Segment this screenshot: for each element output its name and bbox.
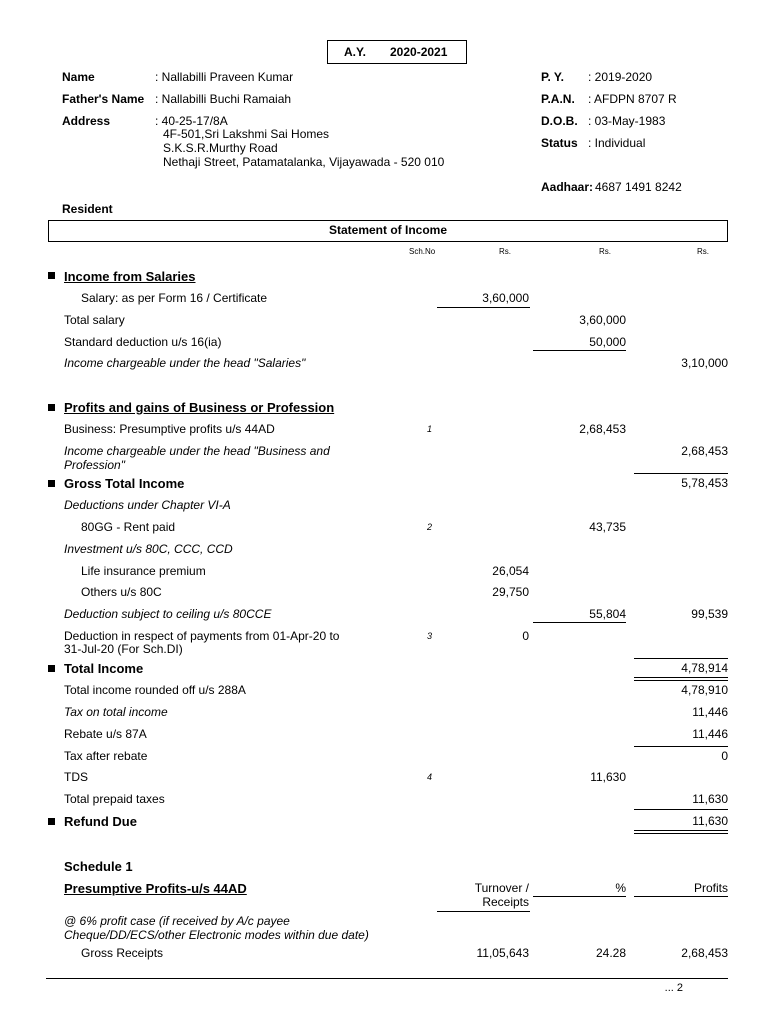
- footer-divider: [46, 978, 728, 979]
- divider: [437, 911, 530, 912]
- divider: [634, 746, 728, 747]
- tax-after-rebate-value: 0: [721, 749, 728, 763]
- total-income-value: 4,78,914: [681, 661, 728, 675]
- col-turnover-header-1: Turnover /: [474, 881, 529, 895]
- rent-80gg-value: 43,735: [589, 520, 626, 534]
- income-salaries-label: Income chargeable under the head "Salaries": [64, 356, 306, 370]
- rebate-87a-value: 11,446: [692, 727, 728, 741]
- rounded-off-label: Total income rounded off u/s 288A: [64, 683, 246, 697]
- salaries-heading: Income from Salaries: [64, 269, 196, 284]
- standard-deduction-label: Standard deduction u/s 16(ia): [64, 335, 222, 349]
- dob-label: D.O.B.: [541, 114, 578, 128]
- bullet-icon: [48, 272, 55, 279]
- tax-on-total-label: Tax on total income: [64, 705, 168, 719]
- bullet-icon: [48, 665, 55, 672]
- income-business-label-1: Income chargeable under the head "Business and: [64, 444, 330, 458]
- bullet-icon: [48, 404, 55, 411]
- divider: [533, 896, 626, 897]
- life-insurance-value: 26,054: [492, 564, 529, 578]
- income-business-label-2: Profession": [64, 458, 125, 472]
- resident-status: Resident: [62, 202, 113, 216]
- divider: [634, 896, 728, 897]
- business-presumptive-schno: 1: [427, 424, 433, 434]
- divider: [634, 680, 728, 681]
- divider: [634, 830, 728, 831]
- ay-label: A.Y.: [344, 45, 367, 59]
- total-salary-label: Total salary: [64, 313, 125, 327]
- name-value: : Nallabilli Praveen Kumar: [155, 70, 294, 84]
- divider: [634, 809, 728, 810]
- py-value: : 2019-2020: [588, 70, 653, 84]
- standard-deduction-value: 50,000: [589, 335, 626, 349]
- schedule1-note-1: @ 6% profit case (if received by A/c payee: [64, 914, 290, 928]
- income-salaries-value: 3,10,000: [681, 356, 728, 370]
- others-80c-value: 29,750: [492, 585, 529, 599]
- tds-schno: 4: [427, 772, 433, 782]
- pan-label: P.A.N.: [541, 92, 575, 106]
- refund-due-label: Refund Due: [64, 814, 137, 829]
- prepaid-taxes-label: Total prepaid taxes: [64, 792, 165, 806]
- gross-total-income-label: Gross Total Income: [64, 476, 185, 491]
- status-label: Status: [541, 136, 578, 150]
- refund-due-value: 11,630: [692, 814, 728, 828]
- pan-value: : AFDPN 8707 R: [588, 92, 677, 106]
- rent-80gg-label: 80GG - Rent paid: [81, 520, 176, 534]
- life-insurance-label: Life insurance premium: [81, 564, 206, 578]
- col-rs-header-3: Rs.: [697, 247, 709, 256]
- tds-label: TDS: [64, 770, 88, 784]
- total-salary-value: 3,60,000: [579, 313, 626, 327]
- aadhaar-label: Aadhaar:: [541, 180, 594, 194]
- others-80c-label: Others u/s 80C: [81, 585, 162, 599]
- divider: [437, 307, 530, 308]
- address-line-4: Nethaji Street, Patamatalanka, Vijayawada - 520 010: [163, 155, 445, 169]
- ceiling-80cce-value: 55,804: [589, 607, 626, 621]
- col-percent-header: %: [615, 881, 626, 895]
- divider: [533, 350, 626, 351]
- address-label: Address: [62, 114, 111, 128]
- name-label: Name: [62, 70, 95, 84]
- gross-receipts-profit: 2,68,453: [681, 946, 728, 960]
- divider: [634, 473, 728, 474]
- divider: [634, 833, 728, 834]
- deduction-payments-label-1: Deduction in respect of payments from 01-Apr-20 to: [64, 629, 340, 643]
- address-line-3: S.K.S.R.Murthy Road: [163, 141, 278, 155]
- gross-total-income-value: 5,78,453: [681, 476, 728, 490]
- deductions-via-label: Deductions under Chapter VI-A: [64, 498, 231, 512]
- schedule1-title: Schedule 1: [64, 859, 133, 874]
- divider: [634, 658, 728, 659]
- py-label: P. Y.: [541, 70, 564, 84]
- rebate-87a-label: Rebate u/s 87A: [64, 727, 147, 741]
- father-name-value: : Nallabilli Buchi Ramaiah: [155, 92, 292, 106]
- rounded-off-value: 4,78,910: [681, 683, 728, 697]
- bullet-icon: [48, 818, 55, 825]
- ceiling-80cce-label: Deduction subject to ceiling u/s 80CCE: [64, 607, 272, 621]
- total-income-label: Total Income: [64, 661, 144, 676]
- salary-form16-value: 3,60,000: [482, 291, 529, 305]
- business-presumptive-label: Business: Presumptive profits u/s 44AD: [64, 422, 275, 436]
- business-presumptive-value: 2,68,453: [579, 422, 626, 436]
- address-line-1: : 40-25-17/8A: [155, 114, 228, 128]
- dob-value: : 03-May-1983: [588, 114, 666, 128]
- gross-receipts-value: 11,05,643: [476, 946, 529, 960]
- schedule1-note-2: Cheque/DD/ECS/other Electronic modes within due date): [64, 928, 369, 942]
- address-line-2: 4F-501,Sri Lakshmi Sai Homes: [163, 127, 330, 141]
- investment-label: Investment u/s 80C, CCC, CCD: [64, 542, 233, 556]
- bullet-icon: [48, 480, 55, 487]
- tax-on-total-value: 11,446: [692, 705, 728, 719]
- rent-80gg-schno: 2: [427, 522, 433, 532]
- deduction-payments-label-2: 31-Jul-20 (For Sch.DI): [64, 642, 183, 656]
- deduction-payments-value: 0: [522, 629, 529, 643]
- income-business-value: 2,68,453: [681, 444, 728, 458]
- ceiling-80cce-total: 99,539: [691, 607, 728, 621]
- tds-value: 11,630: [590, 770, 626, 784]
- col-rs-header-1: Rs.: [499, 247, 511, 256]
- col-profits-header: Profits: [693, 881, 728, 895]
- col-rs-header-2: Rs.: [599, 247, 611, 256]
- page-marker: ... 2: [664, 982, 683, 994]
- ay-value: 2020-2021: [390, 45, 448, 59]
- salary-form16-label: Salary: as per Form 16 / Certificate: [81, 291, 268, 305]
- statement-title: Statement of Income: [48, 220, 728, 242]
- divider: [634, 677, 728, 678]
- business-heading: Profits and gains of Business or Profession: [64, 400, 335, 415]
- deduction-payments-schno: 3: [427, 631, 433, 641]
- gross-receipts-percent: 24.28: [595, 946, 626, 960]
- assessment-year-box: [327, 40, 467, 64]
- tax-after-rebate-label: Tax after rebate: [64, 749, 148, 763]
- gross-receipts-label: Gross Receipts: [81, 946, 164, 960]
- schedule1-subtitle: Presumptive Profits-u/s 44AD: [64, 881, 247, 896]
- col-turnover-header-2: Receipts: [482, 895, 529, 909]
- col-schno-header: Sch.No: [409, 247, 436, 256]
- divider: [533, 622, 626, 623]
- aadhaar-value: 4687 1491 8242: [595, 180, 682, 194]
- prepaid-taxes-value: 11,630: [692, 792, 728, 806]
- status-value: : Individual: [588, 136, 646, 150]
- father-name-label: Father's Name: [62, 92, 145, 106]
